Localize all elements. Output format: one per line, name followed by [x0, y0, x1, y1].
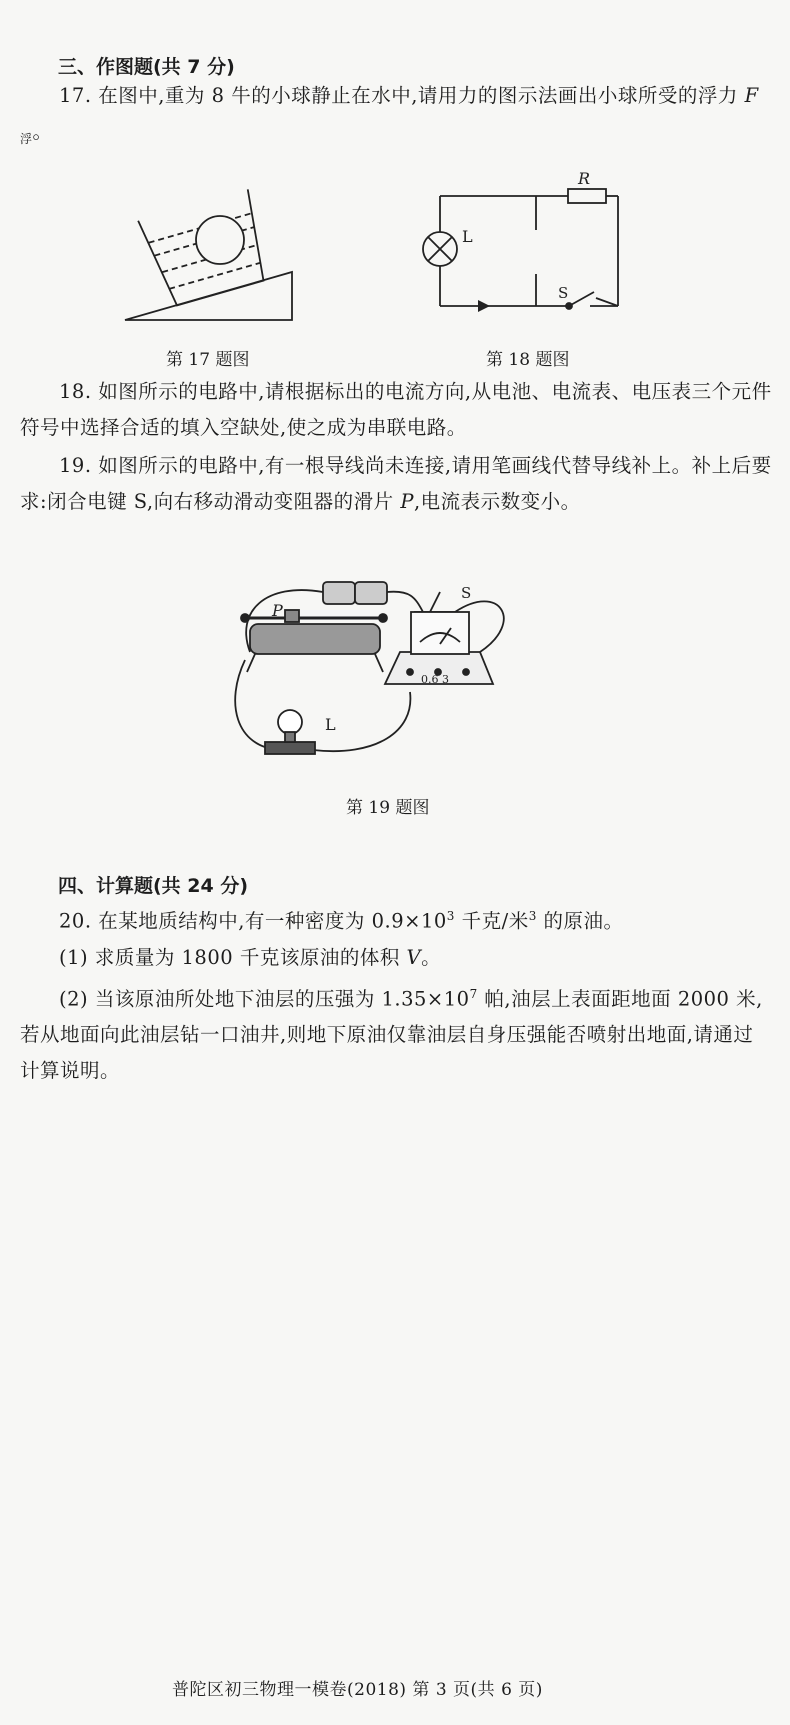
question-17	[20, 78, 772, 157]
q20-stem-mid: 千克/米	[454, 909, 529, 933]
q20-stem-suffix: 的原油。	[536, 909, 624, 933]
section-4-title: 四、计算题(共 24 分)	[58, 875, 249, 897]
lamp-label-19: L	[325, 715, 336, 734]
q18-text: 18. 如图所示的电路中,请根据标出的电流方向,从电池、电流表、电压表三个元件符号中选择合适的填入空缺处,使之成为串联电路。	[20, 380, 772, 439]
question-18	[20, 374, 772, 446]
figure-19-diagram	[225, 572, 555, 782]
switch-label: S	[558, 284, 569, 302]
page-footer: 普陀区初三物理一模卷(2018) 第 3 页(共 6 页)	[172, 1680, 543, 1700]
figure-19-caption: 第 19 题图	[346, 798, 430, 818]
slider-p	[285, 610, 299, 622]
ball	[196, 216, 244, 264]
q17-var-f: F	[744, 84, 759, 107]
q20-exp: 3	[446, 909, 455, 923]
wire-battery-to-switch	[387, 592, 423, 612]
figure-18-caption: 第 18 题图	[486, 350, 570, 370]
question-20	[20, 898, 772, 1089]
meter-terminal-labels: 0.6 3	[421, 673, 449, 686]
q20-part2: (2) 当该原油所处地下油层的压强为 1.35×10	[59, 987, 470, 1010]
switch-label-19: S	[461, 584, 472, 602]
q17-subscript: 浮	[20, 131, 33, 146]
question-19	[20, 448, 772, 520]
current-arrow	[478, 300, 490, 312]
resistor	[568, 189, 606, 203]
figure-18-diagram	[418, 170, 623, 320]
section-3-title: 三、作图题(共 7 分)	[58, 56, 235, 78]
q19-text: 19. 如图所示的电路中,有一根导线尚未连接,请用笔画线代替导线补上。补上后要求:闭合电键 S,向右移动滑动变阻器的滑片	[20, 454, 772, 513]
q17-text: 17. 在图中,重为 8 牛的小球静止在水中,请用力的图示法画出小球所受的浮力	[59, 84, 745, 107]
q17-suffix: 。	[32, 120, 53, 143]
battery-cell-2	[355, 582, 387, 604]
lamp-label: L	[462, 227, 473, 246]
resistor-label: R	[578, 170, 591, 188]
q20-stem: 20. 在某地质结构中,有一种密度为 0.9×10	[59, 909, 447, 933]
q20-part1-suffix: 。	[421, 945, 442, 969]
lamp-bulb	[265, 710, 315, 754]
battery-cell-1	[323, 582, 355, 604]
slider-label: P	[272, 601, 283, 620]
rheostat	[241, 610, 387, 672]
q19-var-p: P	[400, 490, 414, 513]
figure-17-caption: 第 17 题图	[166, 350, 250, 370]
q19-text-2: ,电流表示数变小。	[413, 490, 581, 513]
q20-var-v: V	[406, 945, 422, 969]
q20-part2-suffix: 帕,油层上表面距地面 2000 米,若从地面向此油层钻一口油井,则地下原油仅靠油层自身压强能否喷射出地面,请通过计算说明。	[20, 987, 763, 1082]
figure-17-diagram	[120, 182, 300, 324]
q20-exp2: 3	[528, 909, 537, 923]
wire-rheostat-to-lamp	[235, 660, 280, 750]
q20-part1: (1) 求质量为 1800 千克该原油的体积	[59, 945, 407, 969]
q20-exp3: 7	[469, 986, 478, 1001]
switch-lever	[569, 292, 594, 306]
